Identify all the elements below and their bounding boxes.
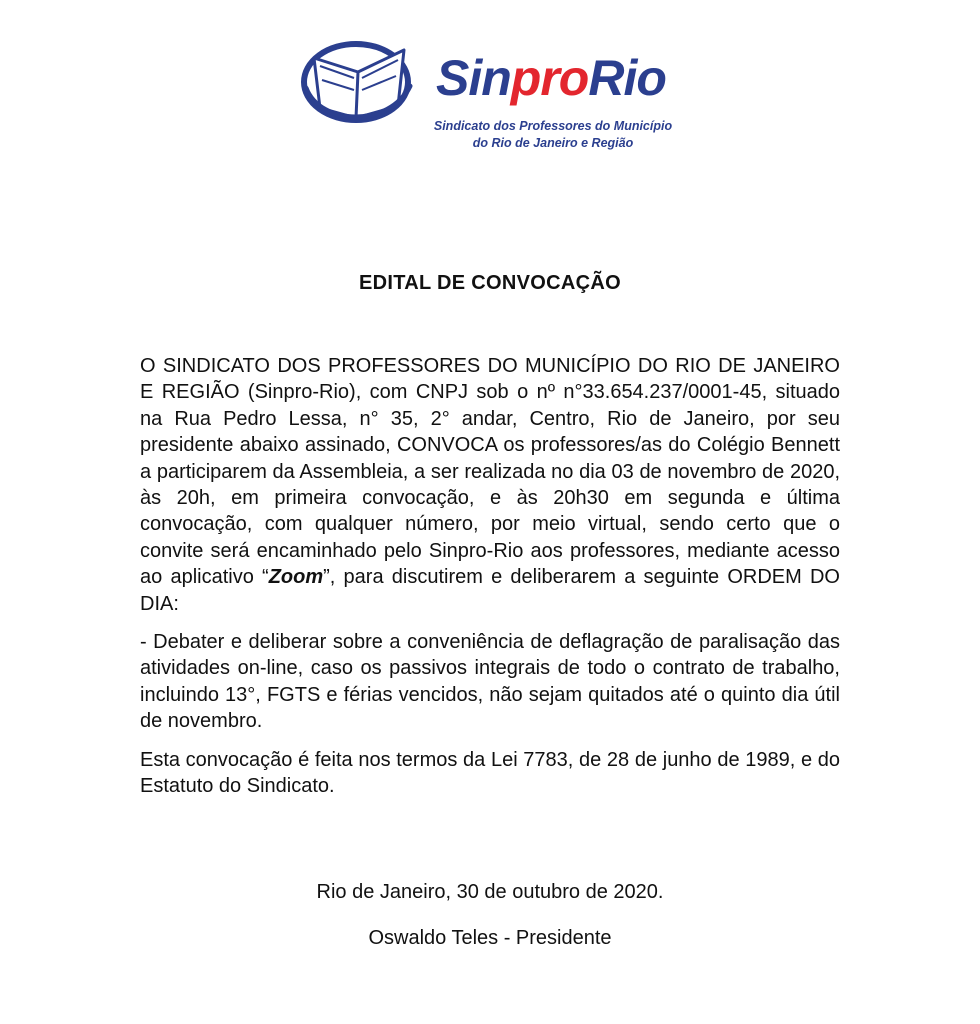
- main-paragraph: [140, 353, 840, 617]
- tagline-line-2: do Rio de Janeiro e Região: [472, 136, 634, 150]
- brand-wordmark: [436, 50, 666, 106]
- brand-part-pro: pro: [510, 50, 589, 106]
- brand-tagline: [430, 118, 676, 152]
- closing-date: Rio de Janeiro, 30 de outubro de 2020.: [316, 881, 664, 903]
- main-paragraph-end: ”, para discutirem e deliberarem a seguinte ORDEM DO DIA:: [140, 566, 840, 615]
- legal-basis-paragraph: Esta convocação é feita nos termos da Lei 7783, de 28 de junho de 1989, e do Estatuto do Sindicato.: [140, 748, 840, 798]
- main-paragraph-start: O SINDICATO DOS PROFESSORES DO MUNICÍPIO DO RIO DE JANEIRO E REGIÃO (Sinpro-Rio), com CNPJ sob o nº n°33.654.237/0001-45, situado na Rua Pedro Lessa, n° 35, 2° andar, Centro, Rio de Janeiro, por seu presidente abaixo assinado, CONVOCA os professores/as do Colégio Bennett a participarem da Assembleia, a ser realizada no dia 03 de novembro de 2020, às 20h, em primeira convocação, e às 20h30 em segunda e última convocação, com qualquer número, por meio virtual, sendo certo que o convite será encaminhado pelo Sinpro-Rio aos professores, mediante acesso ao aplicativo “: [140, 355, 840, 589]
- document-body: [140, 353, 840, 800]
- document-title: EDITAL DE CONVOCAÇÃO: [359, 272, 621, 294]
- sinpro-rio-logo: [300, 36, 680, 156]
- book-emblem-icon: [300, 36, 415, 128]
- zoom-app-name: Zoom: [268, 566, 324, 589]
- tagline-line-1: Sindicato dos Professores do Município: [433, 119, 673, 133]
- brand-part-rio: Rio: [588, 50, 666, 106]
- agenda-item: - Debater e deliberar sobre a conveniência de deflagração de paralisação das atividades on-line, caso os passivos integrais de todo o contrato de trabalho, incluindo 13°, FGTS e férias vencidos, não sejam quitados até o quinto dia útil de novembro.: [140, 631, 840, 733]
- brand-part-sin: Sin: [436, 50, 511, 106]
- signature-line: Oswaldo Teles - Presidente: [368, 927, 612, 949]
